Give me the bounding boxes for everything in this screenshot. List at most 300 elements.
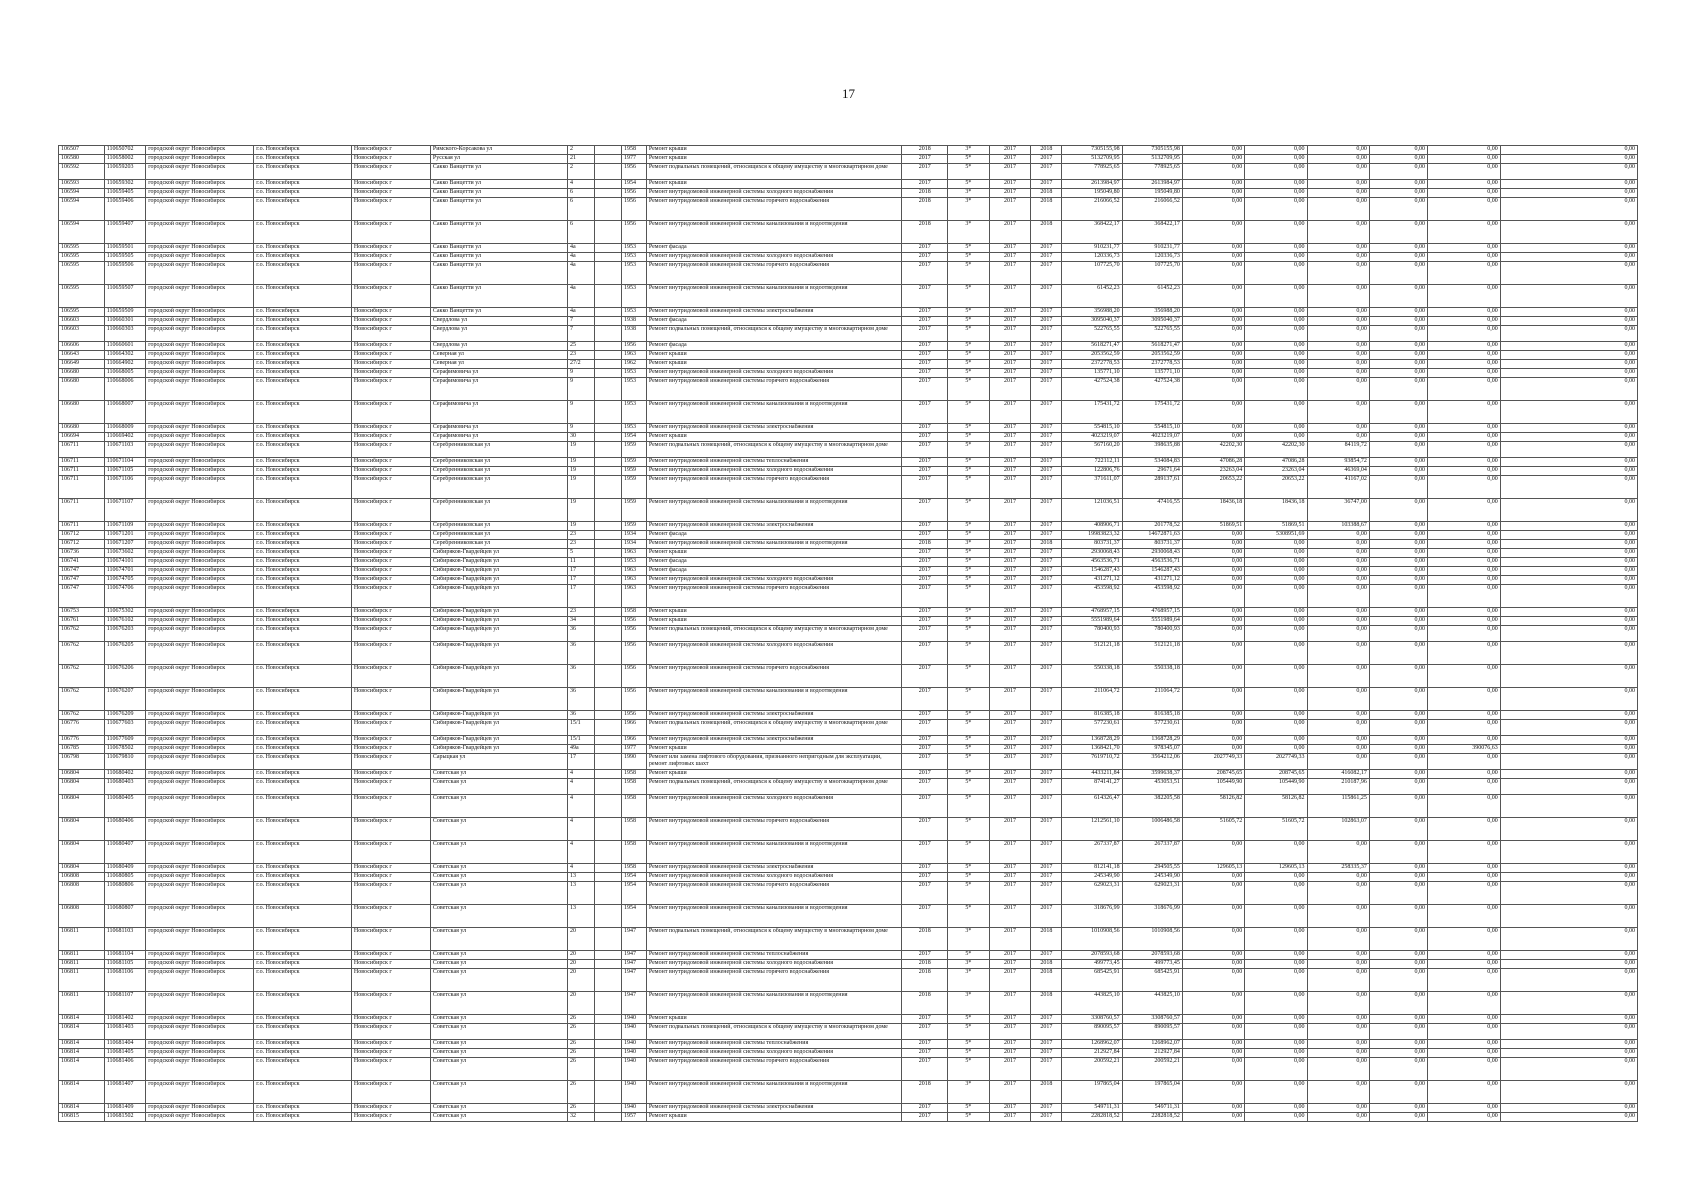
table-cell: 2018 [1031,146,1062,155]
table-cell [594,424,621,433]
table-cell: 2017 [989,608,1031,617]
table-cell: 0,00 [1369,285,1427,308]
table-cell: Новосибирск г [351,770,430,779]
table-cell: 2017 [989,951,1031,960]
table-cell: 2017 [1031,567,1062,576]
table-cell [594,369,621,378]
table-cell: 0,00 [1182,285,1244,308]
table-cell: 0,00 [1307,424,1369,433]
table-cell: 106753 [59,608,105,617]
table-cell: 0,00 [1428,608,1501,617]
table-cell: Советская ул [430,960,567,969]
table-cell: 4768957,15 [1062,608,1122,617]
table-cell: 2018 [902,1081,948,1104]
table-cell: городской округ Новосибирск [146,1049,254,1058]
table-row [59,873,1638,882]
table-cell: г.о. Новосибирск [254,549,352,558]
table-cell [594,818,621,841]
table-cell: 0,00 [1369,308,1427,317]
table-cell: 2017 [902,617,948,626]
table-cell: 371611,07 [1062,476,1122,499]
table-cell: 1006486,58 [1122,818,1182,841]
table-cell: Сакко Ванцетти ул [430,221,567,244]
table-row [59,1040,1638,1049]
table-cell: Ремонт крыши [646,745,902,754]
table-cell: 0,00 [1307,221,1369,244]
table-cell: 5* [948,642,990,665]
table-cell: 0,00 [1369,665,1427,688]
table-cell: 1963 [621,585,646,608]
table-cell: 5* [948,155,990,164]
table-cell: 110668009 [104,424,146,433]
table-cell: 2017 [989,617,1031,626]
table-cell: 0,00 [1500,549,1637,558]
table-cell [594,642,621,665]
table-cell: 4563536,71 [1062,558,1122,567]
table-cell: 2017 [989,905,1031,928]
table-cell: 0,00 [1428,711,1501,720]
table-cell: 0,00 [1182,244,1244,253]
table-cell: 2017 [989,285,1031,308]
table-cell: 5* [948,617,990,626]
table-cell: 0,00 [1428,164,1501,180]
table-cell: Советская ул [430,818,567,841]
table-cell: 0,00 [1307,745,1369,754]
table-cell: Ремонт фасада [646,317,902,326]
table-cell: 106736 [59,549,105,558]
table-cell: 0,00 [1369,558,1427,567]
table-cell: 106804 [59,795,105,818]
table-cell: Ремонт подвальных помещений, относящихся к общему имуществу в многоквартирном доме [646,626,902,642]
table-cell: 1953 [621,558,646,567]
table-cell: 2017 [989,585,1031,608]
table-cell: 2017 [989,540,1031,549]
table-cell: 2017 [989,626,1031,642]
table-cell: 1959 [621,499,646,522]
table-cell: городской округ Новосибирск [146,754,254,770]
table-cell: 122806,76 [1062,467,1122,476]
table-cell: 106808 [59,873,105,882]
table-cell: 106747 [59,585,105,608]
table-row [59,433,1638,442]
table-cell: 23 [567,540,594,549]
table-cell: г.о. Новосибирск [254,720,352,736]
table-cell: 2017 [989,317,1031,326]
table-cell: 910231,77 [1062,244,1122,253]
table-cell: 5* [948,720,990,736]
table-cell: 1966 [621,736,646,745]
table-row [59,841,1638,864]
table-cell: 0,00 [1428,736,1501,745]
table-cell: Ремонт внутридомовой инженерной системы канализования и водоотведения [646,841,902,864]
table-row [59,720,1638,736]
table-cell: 135771,10 [1062,369,1122,378]
table-cell: Ремонт внутридомовой инженерной системы холодного водоснабжения [646,960,902,969]
table-cell: 0,00 [1369,189,1427,198]
table-cell: 211064,72 [1062,688,1122,711]
table-cell: Новосибирск г [351,665,430,688]
table-cell: 0,00 [1428,308,1501,317]
table-cell: городской округ Новосибирск [146,1081,254,1104]
table-cell: Новосибирск г [351,818,430,841]
table-cell: 5* [948,467,990,476]
table-cell: Новосибирск г [351,1049,430,1058]
table-cell: Серафимовича ул [430,433,567,442]
table-cell: 1947 [621,928,646,951]
table-cell: 1368728,29 [1062,736,1122,745]
table-cell: городской округ Новосибирск [146,617,254,626]
table-cell: 978345,07 [1122,745,1182,754]
table-cell: 0,00 [1500,189,1637,198]
table-cell: 0,00 [1307,711,1369,720]
table-cell: г.о. Новосибирск [254,522,352,531]
table-cell: 0,00 [1500,795,1637,818]
table-cell: 0,00 [1500,476,1637,499]
table-cell: городской округ Новосибирск [146,424,254,433]
table-cell: 197865,04 [1122,1081,1182,1104]
table-cell: 2018 [1031,198,1062,221]
table-cell: Ремонт крыши [646,360,902,369]
table-cell: 0,00 [1369,401,1427,424]
table-cell: Римского-Корсакова ул [430,146,567,155]
table-cell: 1956 [621,221,646,244]
table-cell: 629023,31 [1122,882,1182,905]
table-cell: Ремонт фасада [646,244,902,253]
table-cell: г.о. Новосибирск [254,754,352,770]
table-cell [594,540,621,549]
table-cell: 27/2 [567,360,594,369]
table-cell: 5* [948,688,990,711]
table-cell: 1958 [621,770,646,779]
table-cell: 20 [567,951,594,960]
table-cell: Новосибирск г [351,369,430,378]
table-cell: Новосибирск г [351,458,430,467]
table-cell: 0,00 [1500,499,1637,522]
table-cell: городской округ Новосибирск [146,308,254,317]
table-cell: городской округ Новосибирск [146,189,254,198]
table-cell: 1958 [621,795,646,818]
table-cell: 0,00 [1245,626,1307,642]
table-row [59,928,1638,951]
table-cell: 5* [948,711,990,720]
table-cell: 2017 [902,244,948,253]
table-cell: 2017 [989,745,1031,754]
table-cell: Новосибирск г [351,424,430,433]
table-cell: 0,00 [1182,905,1244,928]
table-cell: городской округ Новосибирск [146,262,254,285]
table-cell: городской округ Новосибирск [146,253,254,262]
table-cell: Новосибирск г [351,642,430,665]
table-cell: 0,00 [1245,308,1307,317]
table-cell: 0,00 [1245,433,1307,442]
table-cell: Новосибирск г [351,1015,430,1024]
table-cell: 0,00 [1369,549,1427,558]
table-cell: 0,00 [1182,1104,1244,1113]
table-cell: 1957 [621,1113,646,1122]
table-cell: г.о. Новосибирск [254,351,352,360]
table-cell: 36 [567,711,594,720]
table-cell: 0,00 [1307,969,1369,992]
table-cell: Ремонт внутридомовой инженерной системы горячего водоснабжения [646,969,902,992]
table-cell: 0,00 [1500,864,1637,873]
table-cell: 18436,18 [1182,499,1244,522]
table-cell: г.о. Новосибирск [254,531,352,540]
table-cell: 0,00 [1307,720,1369,736]
table-body [59,146,1638,1122]
table-cell: 106680 [59,401,105,424]
table-cell: 2017 [902,745,948,754]
table-cell: городской округ Новосибирск [146,180,254,189]
table-cell: 0,00 [1245,262,1307,285]
table-cell: 9 [567,424,594,433]
table-cell: 890095,57 [1062,1024,1122,1040]
table-cell: 0,00 [1369,754,1427,770]
table-cell: 5* [948,558,990,567]
table-cell: г.о. Новосибирск [254,342,352,351]
table-cell: 534084,83 [1122,458,1182,467]
table-cell: городской округ Новосибирск [146,164,254,180]
table-cell: 1959 [621,458,646,467]
table-cell: Ремонт фасада [646,567,902,576]
table-cell: городской округ Новосибирск [146,567,254,576]
table-cell [594,882,621,905]
table-cell: Ремонт внутридомовой инженерной системы горячего водоснабжения [646,882,902,905]
table-cell: 780400,93 [1062,626,1122,642]
table-cell: 0,00 [1428,992,1501,1015]
table-cell: Ремонт внутридомовой инженерной системы холодного водоснабжения [646,576,902,585]
table-cell: 13 [567,905,594,928]
table-cell: г.о. Новосибирск [254,951,352,960]
table-cell: 0,00 [1307,342,1369,351]
table-cell: 4433211,84 [1062,770,1122,779]
table-cell: 0,00 [1182,736,1244,745]
table-cell: 2017 [1031,864,1062,873]
table-cell: 2017 [1031,164,1062,180]
table-cell: 0,00 [1369,608,1427,617]
table-cell: 0,00 [1428,585,1501,608]
table-cell: г.о. Новосибирск [254,873,352,882]
table-cell: г.о. Новосибирск [254,928,352,951]
table-cell: городской округ Новосибирск [146,928,254,951]
table-cell: 110668007 [104,401,146,424]
table-cell: 2017 [1031,558,1062,567]
table-cell: 120336,73 [1062,253,1122,262]
table-cell: городской округ Новосибирск [146,198,254,221]
table-cell: 19983823,32 [1062,531,1122,540]
table-cell: 106606 [59,342,105,351]
table-cell: 4023219,07 [1122,433,1182,442]
table-cell: 0,00 [1245,841,1307,864]
table-cell: Ремонт крыши [646,351,902,360]
table-cell: 20653,22 [1245,476,1307,499]
table-cell: 0,00 [1428,253,1501,262]
table-cell: 195049,80 [1062,189,1122,198]
table-cell: 110681502 [104,1113,146,1122]
table-cell: 36 [567,688,594,711]
table-cell: 1368421,70 [1062,745,1122,754]
table-cell: Новосибирск г [351,928,430,951]
table-cell: 1212561,10 [1062,818,1122,841]
table-cell: 0,00 [1428,198,1501,221]
table-cell: Новосибирск г [351,585,430,608]
table-cell [594,626,621,642]
table-cell: 577230,61 [1062,720,1122,736]
table-cell: Новосибирск г [351,1081,430,1104]
table-cell: 2017 [902,1104,948,1113]
table-cell: 0,00 [1245,198,1307,221]
table-cell: Новосибирск г [351,531,430,540]
table-cell: 0,00 [1428,754,1501,770]
table-cell: 0,00 [1369,882,1427,905]
table-cell: 110676209 [104,711,146,720]
table-cell: 4 [567,180,594,189]
table-cell: Ремонт внутридомовой инженерной системы теплоснабжения [646,458,902,467]
table-cell: 5618271,47 [1122,342,1182,351]
table-cell: 0,00 [1500,969,1637,992]
table-cell [594,711,621,720]
table-cell: 1934 [621,540,646,549]
table-row [59,576,1638,585]
table-cell: 0,00 [1369,1113,1427,1122]
table-cell: 2017 [989,736,1031,745]
table-cell [594,433,621,442]
table-cell: 2017 [989,928,1031,951]
table-cell: 2017 [902,711,948,720]
table-cell: 0,00 [1369,433,1427,442]
table-cell: 17 [567,576,594,585]
table-cell: 26 [567,1024,594,1040]
table-row [59,351,1638,360]
table-cell: 0,00 [1307,308,1369,317]
table-cell: 2017 [989,531,1031,540]
table-cell: 0,00 [1245,253,1307,262]
table-cell: 0,00 [1500,626,1637,642]
table-cell: 2027749,33 [1245,754,1307,770]
table-cell [594,164,621,180]
table-cell: Ремонт подвальных помещений, относящихся к общему имуществу в многоквартирном доме [646,164,902,180]
table-cell: 0,00 [1245,969,1307,992]
table-cell: 0,00 [1307,244,1369,253]
table-cell [594,992,621,1015]
table-cell: 318676,99 [1062,905,1122,928]
table-cell: 2017 [989,770,1031,779]
table-cell: Русская ул [430,155,567,164]
table-cell: 2017 [1031,401,1062,424]
table-cell: городской округ Новосибирск [146,360,254,369]
table-cell: 0,00 [1182,841,1244,864]
table-cell: 1947 [621,951,646,960]
table-cell: 2017 [989,244,1031,253]
table-cell: 0,00 [1182,164,1244,180]
table-cell: 1938 [621,317,646,326]
table-cell: г.о. Новосибирск [254,745,352,754]
table-cell: 175431,72 [1062,401,1122,424]
table-cell: 110669402 [104,433,146,442]
table-cell [594,960,621,969]
table-cell: 6 [567,198,594,221]
table-cell: 0,00 [1307,992,1369,1015]
table-cell: 23 [567,608,594,617]
table-cell: 0,00 [1500,458,1637,467]
table-cell: 5* [948,369,990,378]
table-cell: 778925,65 [1062,164,1122,180]
table-cell: 1954 [621,905,646,928]
table-cell: Сибиряков-Гвардейцев ул [430,745,567,754]
table-cell: Серафимовича ул [430,401,567,424]
table-cell: 812141,18 [1062,864,1122,873]
table-cell: 110678502 [104,745,146,754]
table-cell: Ремонт внутридомовой инженерной системы канализования и водоотведения [646,499,902,522]
table-cell: городской округ Новосибирск [146,442,254,458]
table-cell: 778925,65 [1122,164,1182,180]
table-cell: 1956 [621,164,646,180]
table-cell [594,155,621,164]
table-cell: 51869,51 [1182,522,1244,531]
table-cell: 2017 [1031,360,1062,369]
table-cell: 1958 [621,818,646,841]
table-cell: 26 [567,1081,594,1104]
table-cell: 0,00 [1500,873,1637,882]
table-cell [594,770,621,779]
table-cell: 2017 [1031,1049,1062,1058]
table-cell: 2017 [902,864,948,873]
table-cell: 36 [567,626,594,642]
table-cell [594,1049,621,1058]
table-cell: 36 [567,642,594,665]
table-cell: 26 [567,1040,594,1049]
table-cell: 7619710,72 [1062,754,1122,770]
table-cell: 2017 [902,351,948,360]
table-cell: Ремонт внутридомовой инженерной системы горячего водоснабжения [646,1058,902,1081]
table-cell: Ремонт подвальных помещений, относящихся к общему имуществу в многоквартирном доме [646,720,902,736]
table-cell: Новосибирск г [351,180,430,189]
table-row [59,221,1638,244]
table-cell: Ремонт внутридомовой инженерной системы канализования и водоотведения [646,401,902,424]
table-cell: 0,00 [1428,342,1501,351]
table-cell: 685425,91 [1122,969,1182,992]
table-cell: 0,00 [1182,1040,1244,1049]
table-cell: Ремонт подвальных помещений, относящихся к общему имуществу в многоквартирном доме [646,1024,902,1040]
table-cell: Сакко Ванцетти ул [430,198,567,221]
table-cell: 110668005 [104,369,146,378]
table-cell: г.о. Новосибирск [254,905,352,928]
table-cell: 0,00 [1500,960,1637,969]
table-cell: 356988,20 [1062,308,1122,317]
table-cell: 2017 [1031,369,1062,378]
table-cell: 110676203 [104,626,146,642]
table-cell: 0,00 [1245,351,1307,360]
table-cell: г.о. Новосибирск [254,626,352,642]
table-cell: 416082,17 [1307,770,1369,779]
table-cell: Новосибирск г [351,1040,430,1049]
table-cell: 1947 [621,969,646,992]
table-cell: 2017 [1031,522,1062,531]
table-cell: Советская ул [430,1024,567,1040]
table-cell: 19 [567,467,594,476]
table-cell: г.о. Новосибирск [254,476,352,499]
table-cell: 2017 [989,754,1031,770]
table-cell: 2017 [1031,317,1062,326]
table-cell: 0,00 [1369,626,1427,642]
table-cell: 0,00 [1500,882,1637,905]
table-cell: 2017 [902,180,948,189]
table-cell: 4 [567,770,594,779]
table-cell: 2017 [1031,285,1062,308]
table-cell: 18436,18 [1245,499,1307,522]
table-cell: 19 [567,442,594,458]
table-cell: 0,00 [1245,873,1307,882]
table-cell: 14672871,63 [1122,531,1182,540]
